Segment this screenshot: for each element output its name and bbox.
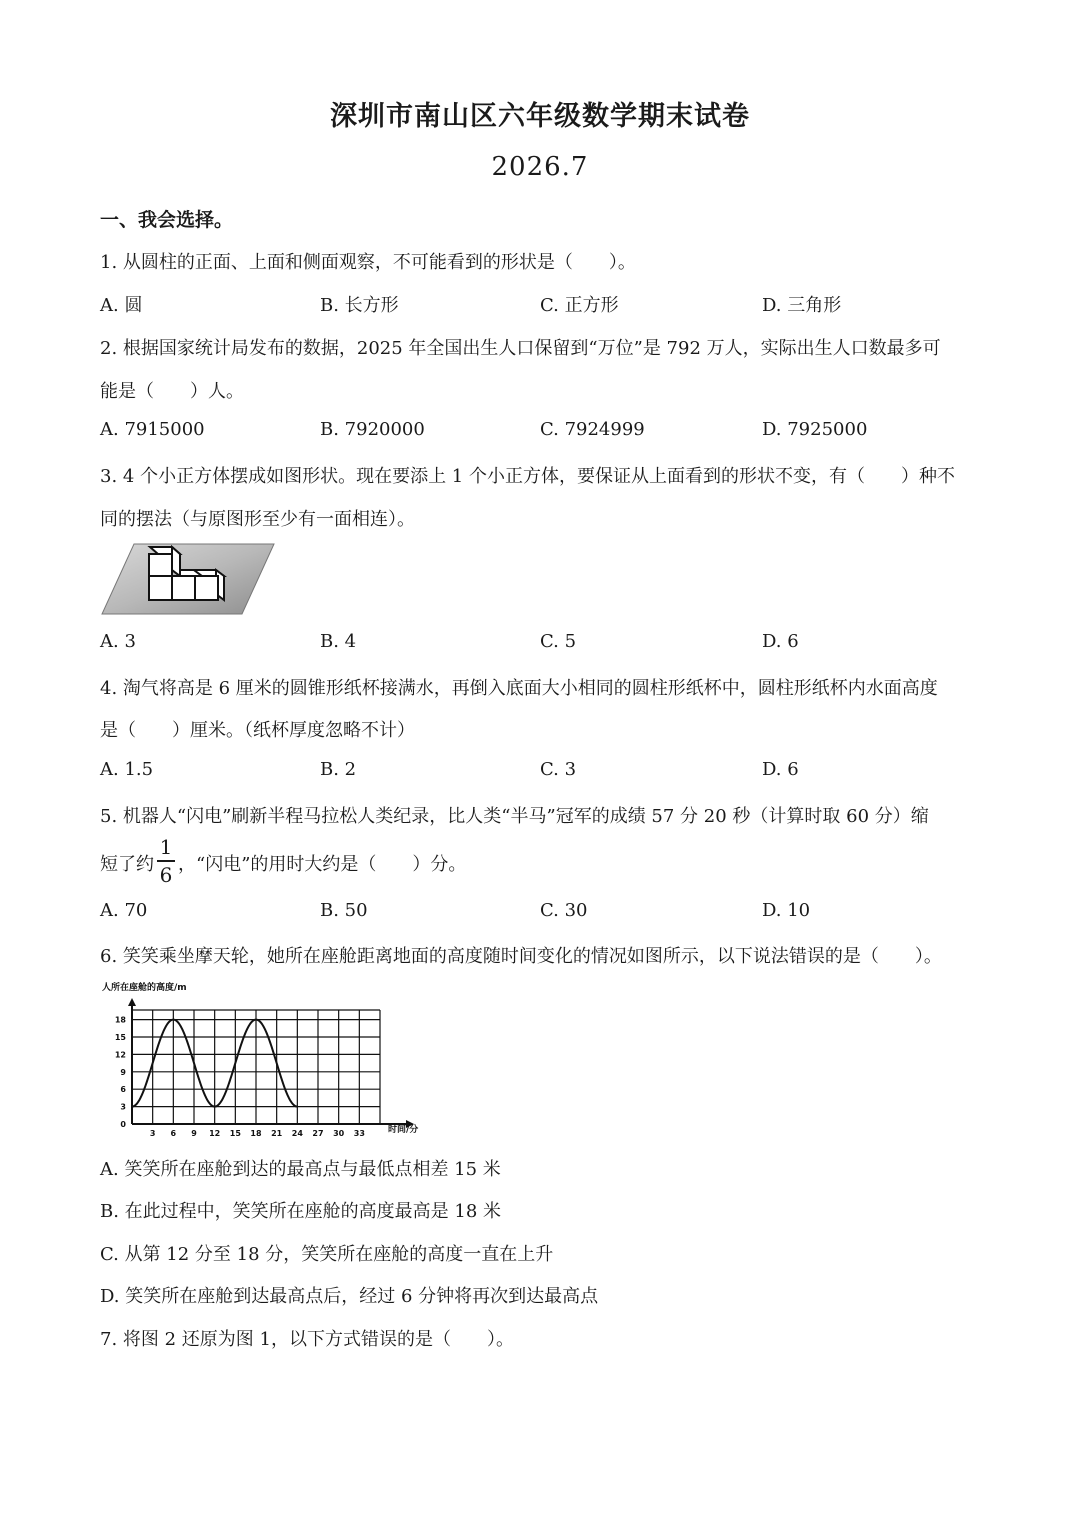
q4-option-b: B. 2 — [320, 759, 357, 780]
q4-option-d: D. 6 — [762, 759, 799, 780]
question-3-line-2: 同的摆法（与原图形至少有一面相连）。 — [100, 509, 415, 530]
page-title: 深圳市南山区六年级数学期末试卷 — [330, 101, 750, 132]
question-5-line-2-start: 短了约 — [100, 854, 154, 875]
chart-axes — [128, 998, 414, 1128]
q1-option-c: C. 正方形 — [540, 295, 619, 316]
y-axis-arrow — [128, 998, 136, 1006]
fraction-denominator: 6 — [159, 862, 173, 887]
q5-option-b: B. 50 — [320, 900, 368, 921]
q2-option-c: C. 7924999 — [540, 419, 645, 440]
q6-option-a: A. 笑笑所在座舱到达的最高点与最低点相差 15 米 — [100, 1159, 501, 1180]
x-tick-label: 33 — [353, 1129, 365, 1138]
q1-option-d: D. 三角形 — [762, 295, 842, 316]
y-tick-label: 18 — [114, 1015, 126, 1025]
q3-option-c: C. 5 — [540, 631, 577, 652]
q3-option-a: A. 3 — [100, 631, 136, 652]
x-tick-label: 24 — [291, 1129, 303, 1138]
x-tick-label: 30 — [333, 1129, 345, 1138]
chart-y-ticks — [115, 1016, 127, 1129]
q1-option-a: A. 圆 — [100, 295, 143, 316]
x-tick-label: 18 — [250, 1129, 262, 1138]
q4-option-c: C. 3 — [540, 759, 577, 780]
question-4-line-1: 4. 淘气将高是 6 厘米的圆锥形纸杯接满水，再倒入底面大小相同的圆柱形纸杯中，圆柱形纸杯内水面高度 — [100, 678, 938, 699]
q6-option-d: D. 笑笑所在座舱到达最高点后，经过 6 分钟将再次到达最高点 — [100, 1286, 599, 1307]
q2-option-d: D. 7925000 — [762, 419, 868, 440]
q2-option-b: B. 7920000 — [320, 419, 425, 440]
q4-option-a: A. 1.5 — [100, 759, 154, 780]
question-4-line-2: 是（ ）厘米。（纸杯厚度忽略不计） — [100, 720, 415, 741]
question-5-line-1: 5. 机器人“闪电”刷新半程马拉松人类纪录，比人类“半马”冠军的成绩 57 分 20 秒（计算时取 60 分）缩 — [100, 806, 929, 827]
question-2-line-1: 2. 根据国家统计局发布的数据，2025 年全国出生人口保留到“万位”是 792 万人，实际出生人口数最多可 — [100, 338, 941, 359]
chart-y-axis-label: 人所在座舱的高度/m — [102, 983, 187, 993]
x-tick-label: 15 — [229, 1129, 241, 1138]
y-tick-label: 6 — [120, 1085, 126, 1095]
chart-grid — [132, 1010, 380, 1124]
q1-option-b: B. 长方形 — [320, 295, 399, 316]
q3-option-b: B. 4 — [320, 631, 357, 652]
height-time-chart — [100, 978, 440, 1140]
q5-option-d: D. 10 — [762, 900, 811, 921]
x-tick-label: 3 — [149, 1129, 156, 1138]
x-tick-label: 12 — [209, 1129, 221, 1138]
y-tick-label: 0 — [120, 1120, 126, 1129]
x-tick-label: 21 — [271, 1129, 283, 1138]
y-tick-label: 9 — [120, 1067, 126, 1077]
q3-option-d: D. 6 — [762, 631, 799, 652]
question-2-line-2: 能是（ ）人。 — [100, 381, 244, 402]
q2-option-a: A. 7915000 — [100, 419, 205, 440]
x-tick-label: 27 — [312, 1129, 324, 1138]
y-tick-label: 15 — [114, 1033, 126, 1042]
question-6-text: 6. 笑笑乘坐摩天轮，她所在座舱距离地面的高度随时间变化的情况如图所示，以下说法错误的是（ ）。 — [100, 946, 942, 967]
q5-option-c: C. 30 — [540, 900, 588, 921]
x-tick-label: 9 — [191, 1129, 197, 1138]
q6-option-c: C. 从第 12 分至 18 分，笑笑所在座舱的高度一直在上升 — [100, 1244, 554, 1265]
question-7-text: 7. 将图 2 还原为图 1，以下方式错误的是（ ）。 — [100, 1329, 514, 1350]
question-3-line-1: 3. 4 个小正方体摆成如图形状。现在要添上 1 个小正方体，要保证从上面看到的形状不变，有（ ）种不 — [100, 466, 955, 487]
question-5-line-2-end: ，“闪电”的用时大约是（ ）分。 — [178, 854, 467, 875]
q6-option-b: B. 在此过程中，笑笑所在座舱的高度最高是 18 米 — [100, 1201, 502, 1222]
y-tick-label: 12 — [114, 1050, 126, 1060]
chart-x-ticks — [150, 1129, 365, 1138]
cube-stack-figure — [100, 542, 276, 616]
x-tick-label: 6 — [170, 1129, 177, 1138]
fraction-numerator: 1 — [159, 835, 173, 859]
exam-date: 2026.7 — [491, 152, 589, 182]
fraction-bar — [157, 860, 175, 862]
fraction-one-sixth — [157, 836, 175, 886]
question-1-text: 1. 从圆柱的正面、上面和侧面观察，不可能看到的形状是（ ）。 — [100, 252, 636, 273]
q5-option-a: A. 70 — [100, 900, 148, 921]
y-tick-label: 3 — [120, 1102, 126, 1112]
chart-x-axis-label: 时间/分 — [388, 1125, 419, 1135]
section-heading: 一、我会选择。 — [100, 209, 234, 231]
